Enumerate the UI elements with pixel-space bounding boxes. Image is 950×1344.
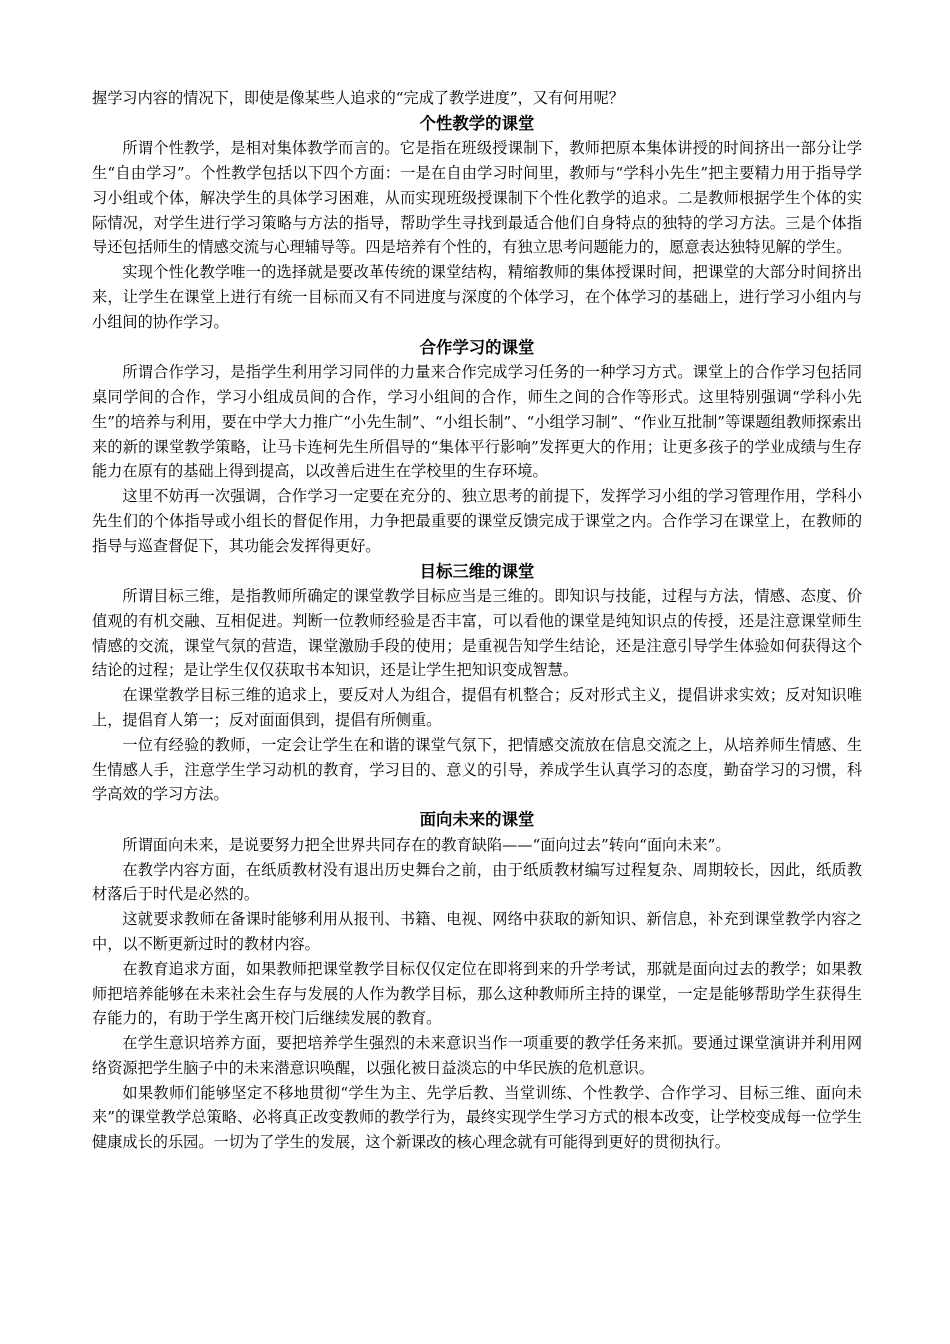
paragraph: 这里不妨再一次强调，合作学习一定要在充分的、独立思考的前提下，发挥学习小组的学习管理作用，学科小先生们的个体指导或小组长的督促作用，力争把最重要的课堂反馈完成于课堂之内。合作学习在课堂上，在教师的指导与巡查督促下，其功能会发挥得更好。 [92,487,862,555]
section-heading: 个性教学的课堂 [419,113,535,133]
paragraph: 在教学内容方面，在纸质教材没有退出历史舞台之前，由于纸质教材编写过程复杂、周期较长，因此，纸质教材落后于时代是必然的。 [92,860,862,904]
paragraph: 这就要求教师在备课时能够利用从报刊、书籍、电视、网络中获取的新知识、新信息，补充到课堂教学内容之中，以不断更新过时的教材内容。 [92,910,862,953]
section-heading: 面向未来的课堂 [419,810,535,830]
paragraph: 所谓合作学习，是指学生利用学习同伴的力量来合作完成学习任务的一种学习方式。课堂上的合作学习包括同桌同学间的合作，学习小组成员间的合作，学习小组间的合作，师生之间的合作等形式。这里特别强调“学科小先生”的培养与利用，要在中学大力推广“小先生制”、“小组长制”、“小组学习制”、“作业互批制”等课题组教师探索出来的新的课堂教学策略，让马卡连柯先生所倡导的“集体平行影响”发挥更大的作用；让更多孩子的学业成绩与生存能力在原有的基础上得到提高，以改善后进生在学校里的生存环境。 [92,363,862,481]
section-heading: 目标三维的课堂 [419,561,535,581]
section-heading: 合作学习的课堂 [419,337,535,357]
paragraph: 所谓目标三维，是指教师所确定的课堂教学目标应当是三维的。即知识与技能，过程与方法，情感、态度、价值观的有机交融、互相促进。判断一位教师经验是否丰富，可以看他的课堂是纯知识点的传授，还是注意课堂师生情感的交流，课堂气氛的营造，课堂激励手段的使用；是重视告知学生结论，还是注意引导学生体验如何获得这个结论的过程；是让学生仅仅获取书本知识，还是让学生把知识变成智慧。 [92,587,862,680]
paragraph: 一位有经验的教师，一定会让学生在和谐的课堂气氛下，把情感交流放在信息交流之上，从培养师生情感、生生情感人手，注意学生学习动机的教育，学习目的、意义的引导，养成学生认真学习的态度，勤奋学习的习惯，科学高效的学习方法。 [92,735,862,804]
paragraph: 如果教师们能够坚定不移地贯彻“学生为主、先学后教、当堂训练、个性教学、合作学习、目标三维、面向未来”的课堂教学总策略、必将真正改变教师的教学行为，最终实现学生学习方式的根本改变，让学校变成每一位学生健康成长的乐园。一切为了学生的发展，这个新课改的核心理念就有可能得到更好的贯彻执行。 [92,1083,862,1152]
paragraph: 在学生意识培养方面，要把培养学生强烈的未来意识当作一项重要的教学任务来抓。要通过课堂演讲并利用网络资源把学生脑子中的未来潜意识唤醒，以强化被日益淡忘的中华民族的危机意识。 [92,1034,862,1077]
document-page [92,86,862,1155]
paragraph: 在课堂教学目标三维的追求上，要反对人为组合，提倡有机整合；反对形式主义，提倡讲求实效；反对知识唯上，提倡育人第一；反对面面俱到，提倡有所侧重。 [92,686,862,730]
paragraph: 在教育追求方面，如果教师把课堂教学目标仅仅定位在即将到来的升学考试，那就是面向过去的教学；如果教师把培养能够在未来社会生存与发展的人作为教学目标，那么这种教师所主持的课堂，一定是能够帮助学生获得生存能力的，有助于学生离开校门后继续发展的教育。 [92,959,862,1028]
paragraph: 所谓面向未来，是说要努力把全世界共同存在的教育缺陷——“面向过去”转向“面向未来”。 [122,835,731,854]
paragraph: 实现个性化教学唯一的选择就是要改革传统的课堂结构，精缩教师的集体授课时间，把课堂的大部分时间挤出来，让学生在课堂上进行有统一目标而又有不同进度与深度的个体学习，在个体学习的基础上，进行学习小组内与小组间的协作学习。 [92,263,862,331]
paragraph: 握学习内容的情况下，即使是像某些人追求的“完成了教学进度”，又有何用呢？ [92,89,624,107]
paragraph: 所谓个性教学，是相对集体教学而言的。它是指在班级授课制下，教师把原本集体讲授的时间挤出一部分让学生“自由学习”。个性教学包括以下四个方面：一是在自由学习时间里，教师与“学科小先生”把主要精力用于指导学习小组或个体，解决学生的具体学习困难，从而实现班级授课制下个性化教学的追求。二是教师根据学生个体的实际情况，对学生进行学习策略与方法的指导，帮助学生寻找到最适合他们自身特点的独特的学习方法。三是个体指导还包括师生的情感交流与心理辅导等。四是培养有个性的，有独立思考问题能力的，愿意表达独特见解的学生。 [92,139,862,257]
